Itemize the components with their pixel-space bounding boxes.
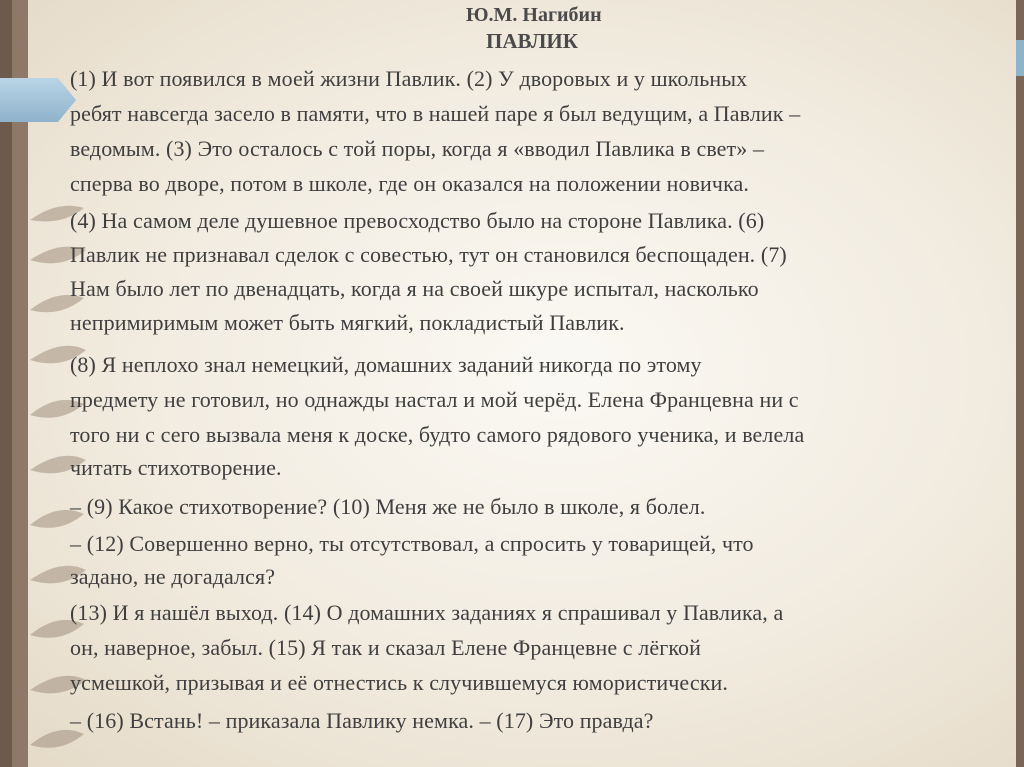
text-line: (8) Я неплохо знал немецкий, домашних заданий никогда по этому: [70, 352, 702, 377]
text-line: (4) На самом деле душевное превосходство было на стороне Павлика. (6): [70, 208, 765, 233]
text-line: задано, не догадался?: [70, 564, 276, 589]
text-line: Нам было лет по двенадцать, когда я на своей шкуре испытал, насколько: [70, 276, 759, 301]
right-blue-accent: [1016, 40, 1024, 76]
author-name: Ю.М. Нагибин: [466, 4, 602, 26]
text-line: (13) И я нашёл выход. (14) О домашних заданиях я спрашивал у Павлика, а: [70, 600, 784, 625]
text-line: – (16) Встань! – приказала Павлику немка. – (17) Это правда?: [70, 708, 654, 733]
text-line: предмету не готовил, но однажды настал и мой черёд. Елена Францевна ни с: [70, 387, 799, 412]
text-line: Павлик не признавал сделок с совестью, тут он становился беспощаден. (7): [70, 242, 787, 267]
text-line: ребят навсегда засело в памяти, что в нашей паре я был ведущим, а Павлик –: [70, 101, 801, 126]
text-line: ведомым. (3) Это осталось с той поры, когда я «вводил Павлика в свет» –: [70, 136, 765, 161]
story-title: ПАВЛИК: [486, 29, 578, 53]
right-border-bar: [1016, 0, 1024, 767]
text-line: он, наверное, забыл. (15) Я так и сказал Елене Францевне с лёгкой: [70, 635, 701, 660]
text-line: (1) И вот появился в моей жизни Павлик. (2) У дворовых и у школьных: [70, 66, 748, 91]
text-line: – (12) Совершенно верно, ты отсутствовал, а спросить у товарищей, что: [70, 531, 754, 556]
blue-arrow-tab-decoration: [0, 78, 76, 122]
text-line: усмешкой, призывая и её отнестись к случившемуся юмористически.: [70, 670, 728, 695]
text-line: читать стихотворение.: [70, 455, 282, 480]
text-line: – (9) Какое стихотворение? (10) Меня же не было в школе, я болел.: [70, 494, 706, 519]
text-line: того ни с сего вызвала меня к доске, будто самого рядового ученика, и велела: [70, 422, 805, 447]
text-line: сперва во дворе, потом в школе, где он оказался на положении новичка.: [70, 171, 750, 196]
text-line: непримиримым может быть мягкий, покладистый Павлик.: [70, 310, 625, 335]
